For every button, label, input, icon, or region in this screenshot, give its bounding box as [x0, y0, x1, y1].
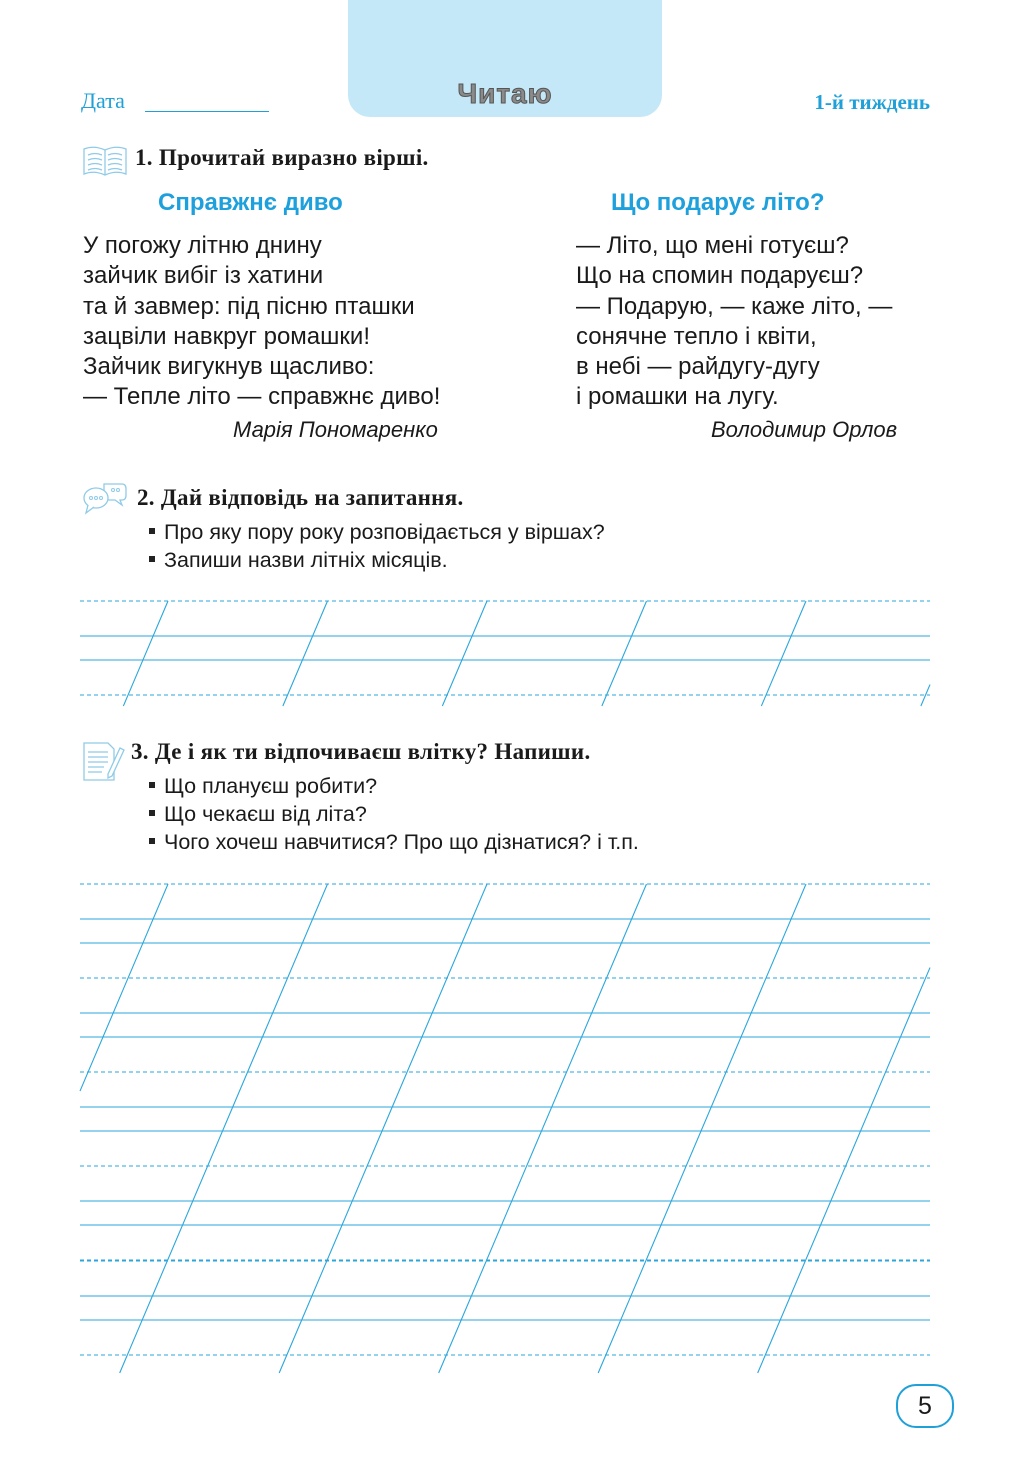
poem-line: і ромашки на лугу. — [576, 383, 779, 411]
poem-line: зацвіли навкруг ромашки! — [83, 322, 370, 350]
question-item: Чого хочеш навчитися? Про що дізнатися? і т.п. — [149, 828, 639, 856]
question-item: Що плануєш робити? — [149, 772, 639, 800]
slant-line — [123, 601, 168, 706]
slant-line — [598, 884, 806, 1373]
poem-line: У погожу літню днину — [83, 232, 322, 259]
page-number: 5 — [896, 1384, 954, 1428]
poem2-title: Що подарує літо? — [611, 189, 825, 216]
poem-line: — Подарую, — каже літо, — — [576, 292, 893, 320]
slant-line — [439, 884, 647, 1373]
section-title: Читаю — [457, 78, 553, 109]
task2-title: 2. Дай відповідь на запитання. — [137, 485, 464, 510]
poem-line: Зайчик вигукнув щасливо: — [83, 353, 375, 381]
slant-line — [279, 884, 487, 1373]
poem-line: в небі — райдугу-дугу — [576, 353, 820, 381]
slant-line — [283, 601, 328, 706]
slant-line — [120, 884, 328, 1373]
task3-title: 3. Де і як ти відпочиваєш влітку? Напиши. — [131, 739, 591, 764]
date-label: Дата — [81, 88, 125, 113]
slant-line — [758, 968, 930, 1373]
poem-line: та й завмер: під пісню пташки — [83, 292, 415, 320]
poem1-title: Справжнє диво — [158, 189, 343, 216]
task1-title: 1. Прочитай виразно вірші. — [135, 145, 429, 170]
slant-line — [442, 601, 487, 706]
poem-line: — Літо, що мені готуєш? — [576, 232, 849, 259]
question-item: Про яку пору року розповідається у віршах? — [149, 518, 605, 546]
poem-line: Що на спомин подаруєш? — [576, 262, 864, 290]
slant-line — [602, 601, 647, 706]
question-item: Запиши назви літніх місяців. — [149, 546, 605, 574]
poem-line: сонячне тепло і квіти, — [576, 322, 817, 350]
week-label: 1-й тиждень — [814, 90, 930, 114]
poem1-author: Марія Пономаренко — [233, 417, 438, 442]
slant-line — [761, 601, 806, 706]
question-item: Що чекаєш від літа? — [149, 800, 639, 828]
task3-questions — [149, 772, 639, 856]
slant-line — [80, 884, 168, 1091]
poem2-author: Володимир Орлов — [711, 417, 898, 442]
poem-line: — Тепле літо — справжнє диво! — [83, 383, 441, 411]
poem-line: зайчик вибіг із хатини — [83, 262, 324, 290]
pencil-note-icon — [82, 740, 128, 782]
